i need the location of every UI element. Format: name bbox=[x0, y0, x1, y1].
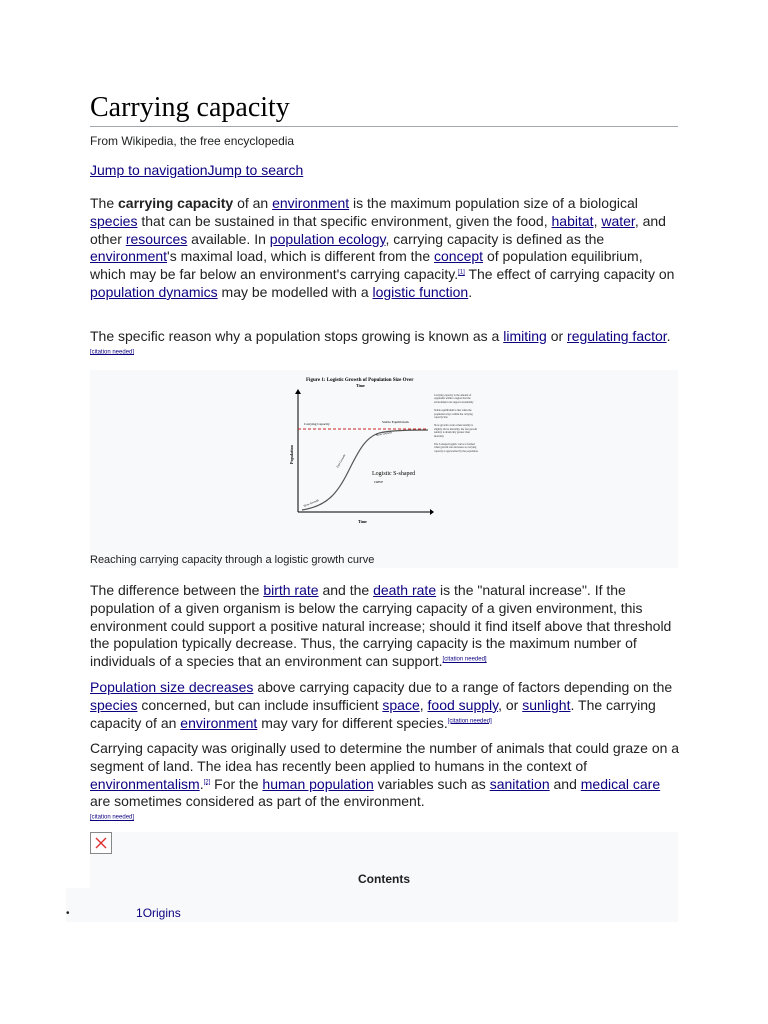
logistic-curve bbox=[302, 430, 428, 510]
toc-title: Contents bbox=[358, 872, 410, 886]
link-limiting[interactable]: limiting bbox=[503, 328, 547, 344]
paragraph-limiting: The specific reason why a population stops growing is known as a limiting or regulating factor.[citation needed] bbox=[90, 328, 671, 356]
figure-time-top: Time bbox=[356, 383, 365, 388]
link-species-2[interactable]: species bbox=[90, 696, 138, 713]
link-population-size-decreases[interactable]: Population size decreases bbox=[90, 679, 254, 695]
link-food-supply[interactable]: food supply bbox=[427, 696, 499, 713]
citation-needed[interactable]: [citation needed] bbox=[90, 349, 135, 356]
curve-label-line2: curve bbox=[374, 479, 383, 484]
paragraph-intro: The carrying capacity of an environment is the maximum population size of a biological species that can be sustained in that specific environment, given the food, habitat, water, and other resources available. In population ecology, carrying capacity is defined as the environment's maximal load, which is different from the concept of population equilibrium, which may be far below an environment's carrying capacity.[1] The effect of carrying capacity on population dynamics may be modelled with a logistic function. bbox=[90, 195, 675, 300]
link-environmentalism[interactable]: environmentalism bbox=[90, 775, 200, 792]
broken-image-icon[interactable] bbox=[90, 832, 112, 854]
link-regulating-factor[interactable]: regulating factor bbox=[567, 328, 667, 344]
link-population-dynamics[interactable]: population dynamics bbox=[90, 283, 218, 300]
page-title: Carrying capacity bbox=[90, 90, 678, 127]
jump-to-search-link[interactable]: Jump to search bbox=[207, 162, 304, 178]
bold-term: carrying capacity bbox=[118, 195, 234, 211]
link-environment-3[interactable]: environment bbox=[180, 714, 258, 731]
curve-label-line1: Logistic S-shaped bbox=[372, 471, 416, 477]
figure-note-2: Stable equilibrium is met when the population stays within the carrying capacity line bbox=[434, 409, 473, 420]
paragraph-origins-usage: Carrying capacity was originally used to determine the number of animals that could graze on a segment of land. The idea has recently been applied to humans in the context of environmentalism.[2] For the human population variables such as sanitation and medical care are sometimes considered as part of the environment. [citation needed] bbox=[90, 740, 680, 821]
y-axis-arrow bbox=[295, 389, 301, 394]
x-axis-label: Time bbox=[358, 519, 367, 524]
link-species[interactable]: species bbox=[90, 212, 138, 229]
fast-growth-label: Fast Growth bbox=[335, 453, 347, 469]
logistic-growth-diagram[interactable] bbox=[288, 372, 480, 524]
toc-item-number: 1 bbox=[136, 906, 143, 920]
figure-caption: Reaching carrying capacity through a logistic growth curve bbox=[90, 554, 375, 566]
link-water[interactable]: water bbox=[601, 212, 635, 229]
link-population-ecology[interactable]: population ecology bbox=[269, 230, 386, 247]
paragraph-natural-increase: The difference between the birth rate and the death rate is the "natural increase". If the population of a given organism is below the carrying capacity of a given environment, this environment could support a positive natural increase; should it find itself above that threshold the population typically decrease. Thus, the carrying capacity is the maximum number of individuals of a species that an environment can support.[citation needed] bbox=[90, 582, 672, 670]
toc-bullet: • bbox=[66, 908, 70, 919]
citation-2[interactable]: [2] bbox=[203, 778, 211, 785]
citation-needed-2[interactable]: [citation needed] bbox=[442, 656, 487, 663]
link-logistic-function[interactable]: logistic function bbox=[372, 283, 469, 300]
link-environment-2[interactable]: environment bbox=[90, 248, 168, 265]
figure-title: Figure 1: Logistic Growth of Population Size Over bbox=[306, 378, 414, 383]
citation-needed-4[interactable]: [citation needed] bbox=[90, 814, 135, 821]
jump-links bbox=[90, 162, 303, 178]
link-human-population[interactable]: human population bbox=[262, 775, 374, 792]
figure-panel bbox=[90, 370, 678, 568]
link-habitat[interactable]: habitat bbox=[551, 212, 594, 229]
carrying-capacity-label: Carrying Capacity bbox=[304, 422, 330, 426]
figure-note-3: Slow growth occurs when natality is slightly above mortality, the fast growth natality is drastically greater than mortality bbox=[434, 424, 477, 438]
link-death-rate[interactable]: death rate bbox=[373, 582, 437, 598]
close-x-icon bbox=[91, 833, 111, 853]
link-sanitation[interactable]: sanitation bbox=[489, 775, 550, 792]
figure-note-4: The S-shaped logistic curve is formed when growth rate decreases as carrying capacity is approached by the population bbox=[434, 443, 478, 453]
slow-growth-label-2: Slow Growth bbox=[375, 430, 393, 437]
jump-to-navigation-link[interactable]: Jump to navigation bbox=[90, 162, 208, 178]
link-birth-rate[interactable]: birth rate bbox=[263, 582, 319, 598]
citation-needed-3[interactable]: [citation needed] bbox=[447, 717, 492, 724]
figure-notes bbox=[434, 394, 480, 512]
toc-item-label: Origins bbox=[142, 906, 181, 920]
y-axis-label: Population bbox=[289, 445, 294, 464]
link-sunlight[interactable]: sunlight bbox=[522, 696, 571, 713]
paragraph-population-decrease: Population size decreases above carrying capacity due to a range of factors depending on the species concerned, but can include insufficient space, food supply, or sunlight. The carrying capacity of an environment may vary for different species.[citation needed] bbox=[90, 679, 673, 731]
toc-item-origins[interactable] bbox=[136, 906, 181, 920]
figure-note-1: Carrying capacity is the amount of organisms within a region that the environment can support sustainably bbox=[434, 394, 474, 404]
link-environment[interactable]: environment bbox=[272, 195, 350, 211]
link-concept[interactable]: concept bbox=[434, 248, 484, 265]
citation-1[interactable]: [1] bbox=[458, 269, 465, 276]
link-space[interactable]: space bbox=[382, 696, 420, 713]
link-resources[interactable]: resources bbox=[125, 230, 188, 247]
stable-equilibrium-label: Stable Equilibrium bbox=[382, 420, 409, 424]
link-medical-care[interactable]: medical care bbox=[580, 775, 661, 792]
page-subtitle: From Wikipedia, the free encyclopedia bbox=[90, 134, 295, 148]
slow-growth-label-1: Slow Growth bbox=[302, 498, 320, 508]
